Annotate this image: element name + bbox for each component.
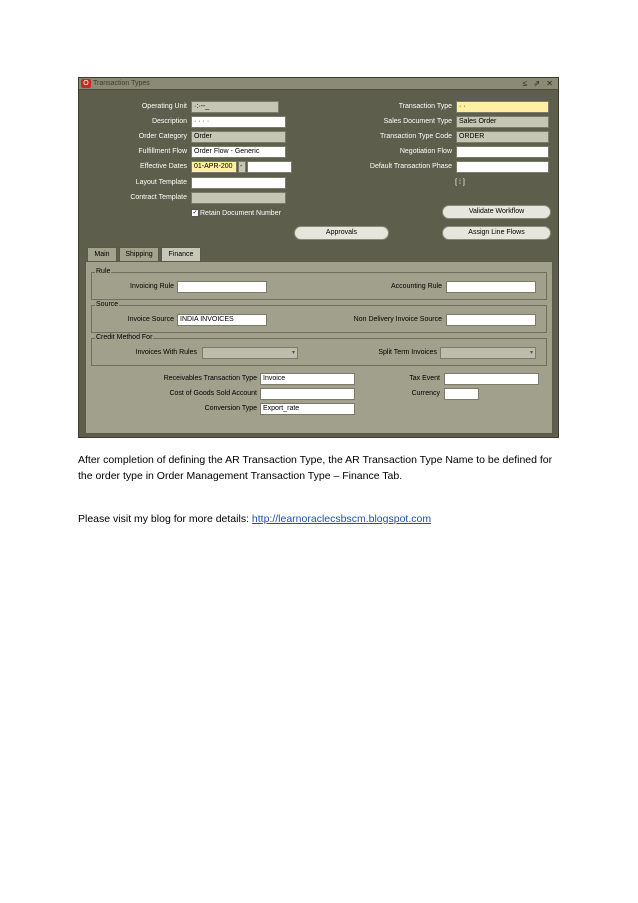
split-term-invoices-label: Split Term Invoices xyxy=(378,349,437,356)
tax-event-field[interactable] xyxy=(444,373,539,385)
tab-finance[interactable]: Finance xyxy=(161,247,201,262)
layout-template-label: Layout Template xyxy=(135,179,187,186)
tab-shipping[interactable]: Shipping xyxy=(119,247,159,261)
currency-field[interactable] xyxy=(444,388,479,400)
description-paragraph: After completion of defining the AR Transaction Type, the AR Transaction Type Name to be defined for the order type in Order Management Transaction Type – Finance Tab. xyxy=(78,454,553,482)
finance-tab-panel xyxy=(85,261,553,434)
layout-template-field[interactable] xyxy=(191,177,286,189)
negotiation-flow-label: Negotiation Flow xyxy=(399,148,452,155)
window-title: Transaction Types xyxy=(93,80,150,87)
sales-document-type-label: Sales Document Type xyxy=(383,118,452,125)
conversion-type-label: Conversion Type xyxy=(204,405,257,412)
rule-group-title: Rule xyxy=(96,268,111,275)
description-field[interactable]: · · · · xyxy=(191,116,286,128)
invoice-source-field[interactable]: INDIA INVOICES xyxy=(177,314,267,326)
flexfield-indicator[interactable]: [ ⁞ ] xyxy=(455,179,465,186)
order-category-label: Order Category xyxy=(138,133,187,140)
retain-document-number-label: Retain Document Number xyxy=(200,210,281,217)
tax-event-label: Tax Event xyxy=(409,375,440,382)
retain-document-number-checkbox[interactable] xyxy=(191,208,281,220)
order-category-field[interactable]: Order xyxy=(191,131,286,143)
credit-method-group xyxy=(91,334,547,366)
blog-link[interactable]: http://learnoraclecsbscm.blogspot.com xyxy=(251,513,432,525)
default-transaction-phase-label: Default Transaction Phase xyxy=(369,163,452,170)
currency-label: Currency xyxy=(411,390,440,397)
cogs-account-field[interactable] xyxy=(260,388,355,400)
effective-date-separator: - xyxy=(238,161,246,173)
effective-dates-label: Effective Dates xyxy=(140,163,187,170)
accounting-rule-field[interactable] xyxy=(446,281,536,293)
oracle-logo-icon: O xyxy=(81,79,91,88)
effective-date-from-field[interactable]: 01-APR-200 xyxy=(191,161,237,173)
fulfillment-flow-label: Fulfillment Flow xyxy=(138,148,187,155)
source-group-title: Source xyxy=(96,301,119,308)
non-delivery-invoice-source-label: Non Delivery Invoice Source xyxy=(353,316,442,323)
invoices-with-rules-label: Invoices With Rules xyxy=(135,349,197,356)
validate-workflow-button[interactable]: Validate Workflow xyxy=(442,205,551,219)
non-delivery-invoice-source-field[interactable] xyxy=(446,314,536,326)
receivables-transaction-type-field[interactable]: Invoice xyxy=(260,373,355,385)
assign-line-flows-button[interactable]: Assign Line Flows xyxy=(442,226,551,240)
transaction-type-field[interactable]: · · xyxy=(456,101,549,113)
default-transaction-phase-field[interactable] xyxy=(456,161,549,173)
approvals-button[interactable]: Approvals xyxy=(294,226,389,240)
sales-document-type-field[interactable]: Sales Order xyxy=(456,116,549,128)
effective-date-to-field[interactable] xyxy=(247,161,292,173)
transaction-type-code-label: Transaction Type Code xyxy=(380,133,452,140)
invoicing-rule-label: Invoicing Rule xyxy=(130,283,174,290)
dropdown-arrow-icon: ▾ xyxy=(529,350,533,356)
invoice-source-label: Invoice Source xyxy=(127,316,174,323)
source-group xyxy=(91,301,547,333)
split-term-invoices-dropdown[interactable] xyxy=(440,347,536,359)
invoices-with-rules-dropdown[interactable] xyxy=(202,347,298,359)
rule-group xyxy=(91,268,547,300)
operating-unit-label: Operating Unit xyxy=(141,103,187,110)
transaction-type-label: Transaction Type xyxy=(398,103,452,110)
checkbox-checked-icon: ✓ xyxy=(192,210,198,217)
receivables-transaction-type-label: Receivables Transaction Type xyxy=(163,375,257,382)
window-titlebar xyxy=(79,78,558,90)
blog-paragraph-prefix: Please visit my blog for more details: xyxy=(78,513,252,525)
accounting-rule-label: Accounting Rule xyxy=(391,283,442,290)
invoicing-rule-field[interactable] xyxy=(177,281,267,293)
oracle-form-screenshot xyxy=(78,77,559,438)
tab-main[interactable]: Main xyxy=(87,247,117,261)
credit-method-group-title: Credit Method For xyxy=(96,334,153,341)
cogs-account-label: Cost of Goods Sold Account xyxy=(169,390,257,397)
contract-template-field[interactable] xyxy=(191,192,286,204)
transaction-type-code-field[interactable]: ORDER xyxy=(456,131,549,143)
blog-paragraph xyxy=(78,511,558,527)
dropdown-arrow-icon: ▾ xyxy=(291,350,295,356)
negotiation-flow-field[interactable] xyxy=(456,146,549,158)
contract-template-label: Contract Template xyxy=(130,194,187,201)
conversion-type-field[interactable]: Export_rate xyxy=(260,403,355,415)
description-label: Description xyxy=(151,118,187,125)
fulfillment-flow-field[interactable]: Order Flow - Generic xyxy=(191,146,286,158)
operating-unit-field[interactable]: ·:·--_ xyxy=(191,101,279,113)
window-controls-icon[interactable]: ≤ ⇗ ✕ xyxy=(522,79,555,88)
